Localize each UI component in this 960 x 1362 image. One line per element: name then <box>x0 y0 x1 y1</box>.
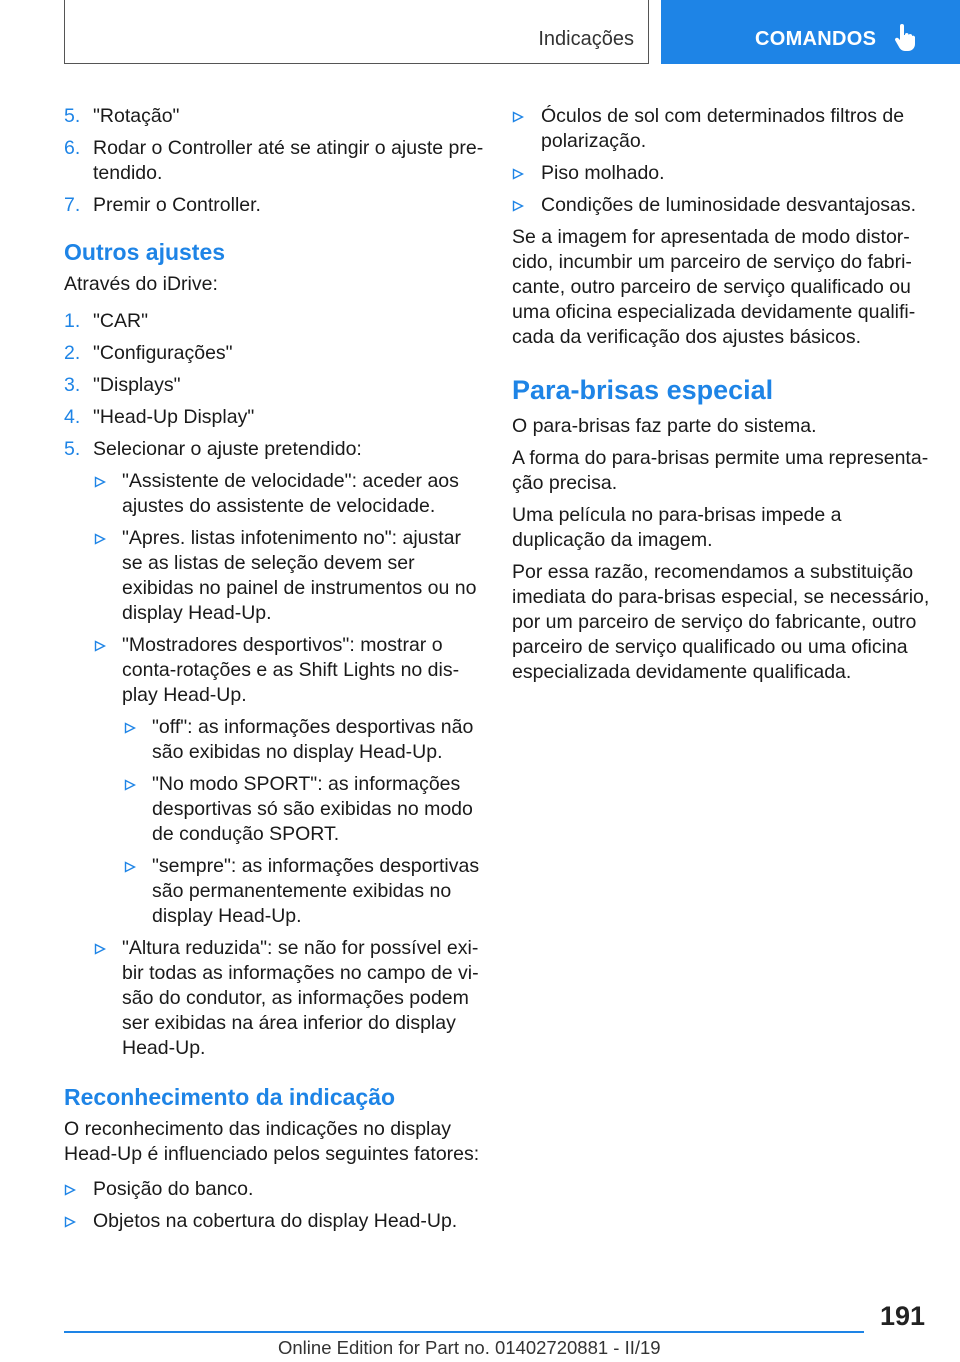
bullet-text: "Apres. listas infotenimento no": ajustar se as listas de seleção devem ser exibidas no painel de instrumentos ou no display Head-Up. <box>122 527 477 624</box>
list-item <box>64 854 484 929</box>
page-number: 191 <box>879 1301 925 1331</box>
list-item <box>512 193 932 218</box>
intro-idrive: Através do iDrive: <box>64 273 218 295</box>
pointing-hand-icon <box>893 24 915 57</box>
list-item <box>64 341 484 366</box>
step-number: 7. <box>64 194 81 216</box>
triangle-bullet-icon <box>64 1209 78 1234</box>
footer-edition: Online Edition for Part no. 01402720881 - II/19 <box>278 1337 661 1358</box>
list-item <box>64 469 484 519</box>
list-item <box>64 373 484 398</box>
step-text: "CAR" <box>93 310 149 332</box>
triangle-bullet-icon <box>94 469 108 494</box>
heading-outros-ajustes: Outros ajustes <box>64 239 226 265</box>
list-item <box>64 136 484 186</box>
list-item <box>64 1209 484 1234</box>
list-item <box>512 104 932 154</box>
triangle-bullet-icon <box>94 936 108 961</box>
left-column <box>64 104 484 1241</box>
triangle-bullet-icon <box>124 715 138 740</box>
paragraph: Por essa razão, recomendamos a substituição imediata do para-brisas especial, se necessário, por um parceiro de serviço do fabricante, outro parceiro de serviço qualificado ou uma oficina especializada devidamente qualificada. <box>512 561 930 683</box>
step-number: 5. <box>64 438 81 460</box>
bullet-text: "Assistente de velocidade": aceder aos ajustes do assistente de velocidade. <box>122 470 459 517</box>
bullet-text: "off": as informações desportivas não são exibidas no display Head-Up. <box>152 716 474 763</box>
list-item <box>64 405 484 430</box>
header-section-title: Indicações <box>538 28 634 50</box>
bullet-text: Óculos de sol com determinados filtros de polarização. <box>541 105 905 152</box>
bullet-text: "Mostradores desportivos": mostrar o conta-rotações e as Shift Lights no dis-play Head-Up. <box>122 634 460 706</box>
bullet-text: Objetos na cobertura do display Head-Up. <box>93 1210 458 1232</box>
step-number: 1. <box>64 310 81 332</box>
list-item <box>64 1177 484 1202</box>
list-item <box>64 633 484 708</box>
list-item <box>64 936 484 1061</box>
right-column <box>512 104 932 692</box>
bullet-text: Posição do banco. <box>93 1178 254 1200</box>
bullet-text: "No modo SPORT": as informações desportivas só são exibidas no modo de condução SPORT. <box>152 773 473 845</box>
list-item <box>64 772 484 847</box>
paragraph: O para-brisas faz parte do sistema. <box>512 415 817 437</box>
step-number: 6. <box>64 137 81 159</box>
triangle-bullet-icon <box>124 854 138 879</box>
list-item <box>64 437 484 462</box>
header-tab-comandos <box>661 0 960 64</box>
bullet-text: Condições de luminosidade desvantajosas. <box>541 194 917 216</box>
triangle-bullet-icon <box>94 526 108 551</box>
list-item <box>64 104 484 129</box>
heading-para-brisas: Para-brisas especial <box>512 375 774 405</box>
para-reconhecimento: O reconhecimento das indicações no display Head-Up é influenciado pelos seguintes fatores: <box>64 1118 480 1165</box>
para-distorcido: Se a imagem for apresentada de modo distor-cido, incumbir um parceiro de serviço do fabri-cante, outro parceiro de serviço qualificado ou uma oficina especializada devidamente qualifi-cada da verificação dos ajustes básicos. <box>512 226 916 348</box>
step-text: "Rotação" <box>93 105 180 127</box>
step-number: 2. <box>64 342 81 364</box>
heading-reconhecimento: Reconhecimento da indicação <box>64 1084 396 1110</box>
step-number: 5. <box>64 105 81 127</box>
step-text: Premir o Controller. <box>93 194 261 216</box>
footer-divider <box>64 1331 864 1333</box>
list-item <box>64 193 484 218</box>
list-item <box>64 715 484 765</box>
list-item <box>64 526 484 626</box>
step-text: "Configurações" <box>93 342 233 364</box>
list-item <box>64 309 484 334</box>
bullet-text: "sempre": as informações desportivas são permanentemente exibidas no display Head-Up. <box>152 855 480 927</box>
paragraph: Uma película no para-brisas impede a duplicação da imagem. <box>512 504 842 551</box>
triangle-bullet-icon <box>64 1177 78 1202</box>
step-number: 4. <box>64 406 81 428</box>
step-text: Selecionar o ajuste pretendido: <box>93 438 362 460</box>
triangle-bullet-icon <box>512 193 526 218</box>
step-text: Rodar o Controller até se atingir o ajuste pre-tendido. <box>93 137 484 184</box>
step-number: 3. <box>64 374 81 396</box>
list-item <box>512 161 932 186</box>
bullet-text: "Altura reduzida": se não for possível exi-bir todas as informações no campo de vi-são do condutor, as informações podem ser exibidas na área inferior do display Head-Up. <box>122 937 479 1059</box>
header-tab-label: COMANDOS <box>755 28 877 50</box>
triangle-bullet-icon <box>512 104 526 129</box>
step-text: "Head-Up Display" <box>93 406 255 428</box>
bullet-text: Piso molhado. <box>541 162 665 184</box>
triangle-bullet-icon <box>512 161 526 186</box>
triangle-bullet-icon <box>124 772 138 797</box>
paragraph: A forma do para-brisas permite uma representa-ção precisa. <box>512 447 929 494</box>
triangle-bullet-icon <box>94 633 108 658</box>
step-text: "Displays" <box>93 374 181 396</box>
